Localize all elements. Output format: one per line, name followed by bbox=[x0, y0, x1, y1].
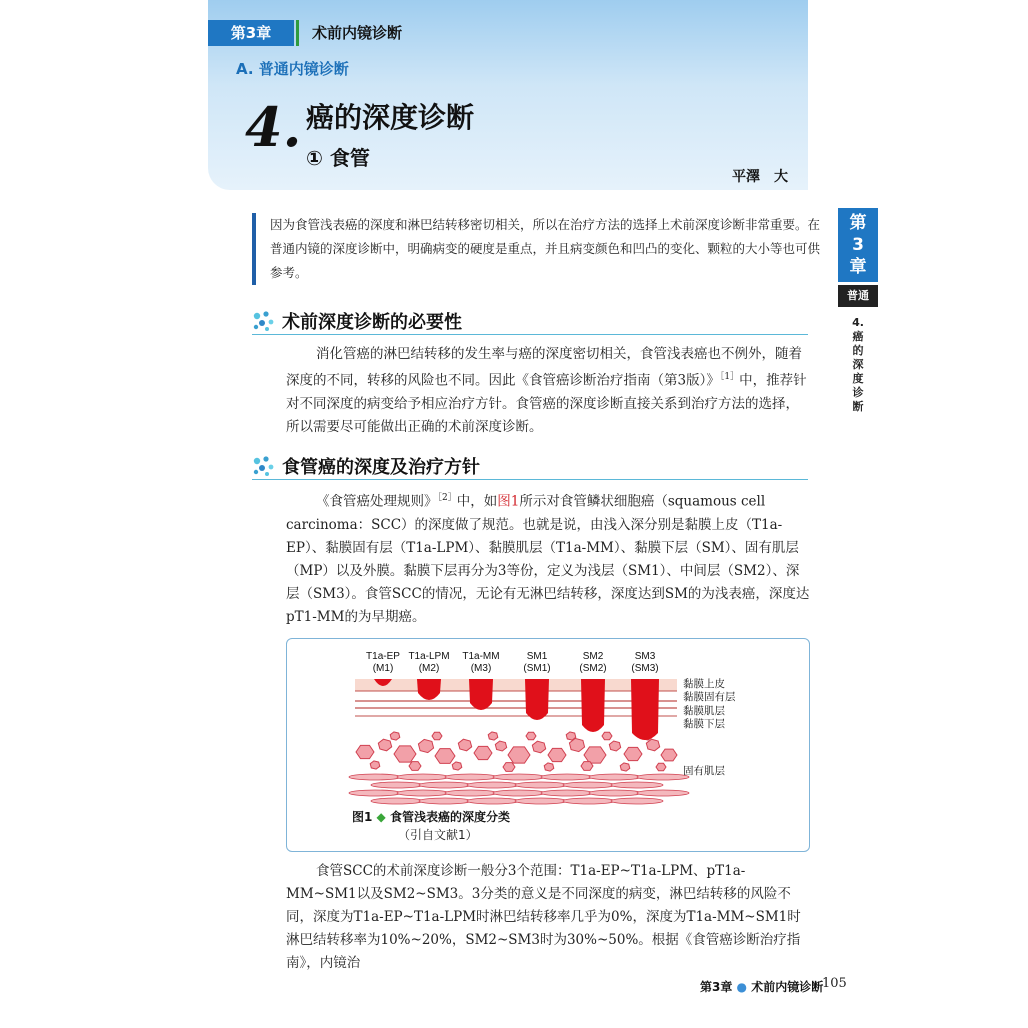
side-chapter-char: 章 bbox=[849, 257, 867, 277]
submucosa-cell bbox=[394, 746, 416, 762]
page-subtitle: ① 食管 bbox=[306, 146, 370, 170]
submucosa-cell bbox=[656, 763, 666, 770]
submucosa-cell bbox=[409, 762, 421, 771]
page-number: 105 bbox=[822, 976, 847, 991]
submucosa-cell bbox=[432, 732, 442, 739]
submucosa-cell bbox=[378, 739, 391, 751]
muscle-fiber bbox=[349, 790, 401, 796]
side-vertical-char: 诊 bbox=[852, 386, 864, 399]
layer-label: 黏膜固有层 bbox=[683, 691, 736, 703]
column-label: T1a-LPM bbox=[408, 651, 450, 662]
column-label: SM2 bbox=[582, 651, 604, 662]
submucosa-cell bbox=[452, 762, 462, 770]
chapter-title: 术前内镜诊断 bbox=[312, 24, 403, 42]
side-chapter-char: 3 bbox=[852, 235, 864, 255]
muscle-fiber bbox=[589, 774, 641, 780]
muscle-fiber bbox=[563, 798, 615, 804]
side-chapter-char: 第 bbox=[849, 213, 867, 233]
tumor-sm2 bbox=[581, 679, 605, 732]
footer-chapter: 第3章 bbox=[700, 980, 733, 994]
muscle-fiber bbox=[371, 798, 423, 804]
side-vertical-label bbox=[848, 316, 868, 414]
layer-label: 黏膜下层 bbox=[683, 718, 725, 730]
section-label: A. 普通内镜诊断 bbox=[236, 60, 349, 78]
muscle-fiber bbox=[349, 774, 401, 780]
submucosa-cell bbox=[548, 748, 566, 761]
column-sublabel: (M2) bbox=[418, 663, 440, 674]
muscle-fiber bbox=[467, 798, 519, 804]
muscle-fiber bbox=[515, 782, 567, 788]
column-sublabel: (M3) bbox=[470, 663, 492, 674]
section-heading-1 bbox=[252, 308, 808, 335]
section-heading-text: 食管癌的深度及治疗方针 bbox=[282, 457, 480, 478]
side-vertical-char: 的 bbox=[852, 344, 864, 357]
section-heading-text: 术前深度诊断的必要性 bbox=[282, 312, 462, 333]
figure-caption-text: 食管浅表癌的深度分类 bbox=[389, 810, 510, 824]
column-sublabel: (SM1) bbox=[523, 663, 551, 674]
submucosa-cell bbox=[566, 732, 576, 740]
chapter-label: 第3章 bbox=[208, 20, 294, 46]
muscle-fiber bbox=[445, 790, 497, 796]
caption-bullet-icon: ◆ bbox=[376, 810, 386, 824]
submucosa-cell bbox=[526, 732, 536, 739]
muscle-fiber bbox=[637, 774, 689, 780]
chapter-divider bbox=[296, 20, 299, 46]
column-sublabel: (SM2) bbox=[579, 663, 607, 674]
submucosa-cell bbox=[624, 747, 642, 760]
muscle-fiber bbox=[419, 782, 471, 788]
muscle-fiber bbox=[445, 774, 497, 780]
tumor-sm1 bbox=[525, 679, 549, 720]
side-chapter-tab[interactable] bbox=[838, 208, 878, 282]
submucosa-cell bbox=[488, 732, 498, 740]
muscle-fiber bbox=[493, 790, 545, 796]
side-chapter-text bbox=[838, 212, 878, 278]
author: 平澤 大 bbox=[732, 169, 788, 185]
footer-title: 术前内镜诊断 bbox=[751, 980, 824, 994]
muscle-fiber bbox=[541, 790, 593, 796]
para2-text-b: 中，如 bbox=[456, 493, 498, 510]
layer-label: 黏膜肌层 bbox=[683, 705, 725, 717]
molecule-icon bbox=[252, 310, 276, 332]
muscle-fiber bbox=[371, 782, 423, 788]
submucosa-cell bbox=[435, 749, 455, 764]
reference-1[interactable]: ［1］ bbox=[719, 372, 740, 382]
figure-link[interactable]: 图1 bbox=[497, 493, 520, 510]
submucosa-cell bbox=[370, 761, 380, 769]
submucosa-cell bbox=[390, 732, 400, 740]
figure-caption-number: 图1 bbox=[352, 810, 373, 824]
muscle-fiber bbox=[467, 782, 519, 788]
epithelium-layer bbox=[355, 679, 677, 691]
tumor-sm3 bbox=[631, 679, 659, 740]
muscle-fiber bbox=[493, 774, 545, 780]
muscle-fiber bbox=[563, 782, 615, 788]
muscle-fiber bbox=[515, 798, 567, 804]
muscle-fiber bbox=[419, 798, 471, 804]
figure-source: （引自文献1） bbox=[398, 828, 478, 842]
side-vertical-char: 度 bbox=[852, 372, 864, 385]
side-vertical-char: 4. bbox=[852, 316, 864, 329]
figure-caption bbox=[352, 808, 510, 825]
submucosa-cell bbox=[356, 745, 374, 758]
submucosa-cell bbox=[508, 747, 530, 763]
muscle-fiber bbox=[611, 782, 663, 788]
paragraph-1 bbox=[286, 343, 810, 439]
section-heading-2 bbox=[252, 453, 808, 480]
molecule-icon bbox=[252, 455, 276, 477]
submucosa-cell bbox=[418, 739, 433, 752]
muscle-fiber bbox=[589, 790, 641, 796]
submucosa-cell bbox=[544, 763, 554, 771]
side-sub-tab[interactable]: 普通 bbox=[838, 285, 878, 307]
footer-running-title bbox=[700, 978, 823, 995]
column-sublabel: (SM3) bbox=[631, 663, 659, 674]
paragraph-3: 食管SCC的术前深度诊断一般分3个范围：T1a-EP~T1a-LPM、pT1a-MM~SM1以及SM2~SM3。3分类的意义是不同深度的病变，淋巴结转移的风险不同，深度为T1a-EP~T1a-LPM时淋巴结转移率几乎为0%，深度为T1a-MM~SM1时淋巴结转移率为10%~20%，SM2~SM3时为30%~50%。根据《食管癌诊断治疗指南》，内镜治 bbox=[286, 863, 801, 971]
layer-label: 固有肌层 bbox=[683, 765, 725, 777]
submucosa-cell bbox=[581, 762, 593, 771]
submucosa-cell bbox=[458, 739, 471, 751]
footer-dot-icon: ● bbox=[736, 980, 748, 994]
muscle-fiber bbox=[397, 790, 449, 796]
submucosa-cell bbox=[532, 741, 545, 753]
submucosa-cell bbox=[584, 747, 606, 763]
side-vertical-char: 深 bbox=[852, 358, 864, 371]
side-vertical-char: 癌 bbox=[852, 330, 864, 343]
abstract: 因为食管浅表癌的深度和淋巴结转移密切相关，所以在治疗方法的选择上术前深度诊断非常重要。在普通内镜的深度诊断中，明确病变的硬度是重点，并且病变颜色和凹凸的变化、颗粒的大小等也可供参考。 bbox=[252, 213, 830, 285]
article-number: 4. bbox=[245, 95, 302, 159]
submucosa-cell bbox=[609, 741, 620, 751]
submucosa-cell bbox=[474, 746, 492, 759]
reference-2[interactable]: ［2］ bbox=[437, 493, 457, 503]
tumor-t1a-mm bbox=[469, 679, 493, 710]
submucosa-cell bbox=[495, 741, 506, 751]
column-sublabel: (M1) bbox=[372, 663, 394, 674]
submucosa-cell bbox=[646, 739, 659, 751]
column-label: T1a-EP bbox=[366, 651, 400, 662]
submucosa-cell bbox=[620, 763, 630, 771]
layer-label: 黏膜上皮 bbox=[683, 678, 725, 690]
paragraph-2 bbox=[286, 487, 810, 629]
submucosa-cell bbox=[661, 749, 677, 761]
para2-text-c: 所示对食管鳞状细胞癌（squamous cell carcinoma：SCC）的深度做了规范。也就是说，由浅入深分别是黏膜上皮（T1a-EP）、黏膜固有层（T1a-LPM）、黏膜肌层（T1a-MM）、黏膜下层（SM）、固有肌层（MP）以及外膜。黏膜下层再分为3等份，定义为浅层（SM1）、中间层（SM2）、深层（SM3）。食管SCC的情况，无论有无淋巴结转移，深度达到SM的为浅表癌，深度达pT1-MM的为早期癌。 bbox=[286, 493, 810, 625]
submucosa-cell bbox=[503, 763, 515, 772]
muscle-fiber bbox=[397, 774, 449, 780]
muscle-fiber bbox=[541, 774, 593, 780]
column-label: T1a-MM bbox=[462, 651, 500, 662]
page-title: 癌的深度诊断 bbox=[306, 101, 475, 134]
column-label: SM3 bbox=[634, 651, 656, 662]
muscle-fiber bbox=[611, 798, 663, 804]
muscle-fiber bbox=[637, 790, 689, 796]
para2-text-a: 《食管癌处理规则》 bbox=[316, 493, 438, 510]
para1-text-a: 消化管癌的淋巴结转移的发生率与癌的深度密切相关，食管浅表癌也不例外，随着深度的不同，转移的风险也不同。因此《食管癌诊断治疗指南（第3版）》 bbox=[286, 346, 802, 389]
tumor-t1a-lpm bbox=[417, 679, 441, 700]
para1-text-b: 中，推荐针对不同深度的病变给予相应治疗方针。食管癌的深度诊断直接关系到治疗方法的选择，所以需要尽可能做出正确的术前深度诊断。 bbox=[286, 372, 807, 435]
submucosa-cell bbox=[602, 732, 612, 739]
column-label: SM1 bbox=[526, 651, 548, 662]
side-vertical-char: 断 bbox=[852, 400, 864, 413]
